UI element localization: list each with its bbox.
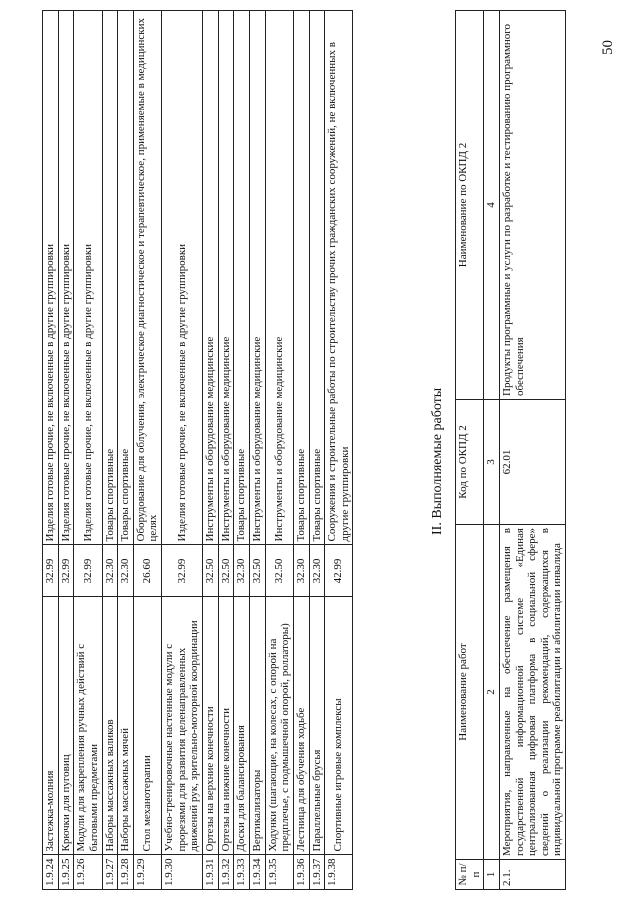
okpd-name: Изделия готовые прочие, не включенные в другие группировки	[162, 11, 203, 546]
table-row	[249, 11, 265, 890]
row-number: 1.9.37	[309, 855, 325, 890]
row-number: 1.9.24	[43, 855, 59, 890]
header-num-cell: 3	[484, 400, 500, 525]
okpd-name: Товары спортивные	[293, 11, 309, 546]
item-name: Ортезы на нижние конечности	[218, 597, 234, 855]
header-cell: Код по ОКПД 2	[456, 400, 484, 525]
table-row	[265, 11, 293, 890]
okpd-name: Инструменты и оборудование медицинские	[265, 11, 293, 546]
item-name: Крючки для пуговиц	[58, 597, 74, 855]
header-num-cell: 4	[484, 11, 500, 400]
okpd-code: 32.50	[203, 545, 219, 597]
row-number: 2.1.	[499, 860, 565, 890]
section-title: II. Выполняемые работы	[430, 387, 445, 535]
header-num-cell: 1	[484, 860, 500, 890]
row-number: 1.9.27	[102, 855, 118, 890]
row-number: 1.9.33	[234, 855, 250, 890]
table-row	[203, 11, 219, 890]
table-row	[293, 11, 309, 890]
item-name: Стол механотерапии	[133, 597, 161, 855]
item-name: Наборы массажных валиков	[102, 597, 118, 855]
okpd-name: Товары спортивные	[234, 11, 250, 546]
row-number: 1.9.32	[218, 855, 234, 890]
okpd-name: Товары спортивные	[102, 11, 118, 546]
item-name: Ортезы на верхние конечности	[203, 597, 219, 855]
table-row	[234, 11, 250, 890]
table-row	[325, 11, 353, 890]
table-header-num-row	[484, 11, 500, 890]
row-number: 1.9.31	[203, 855, 219, 890]
header-num-cell: 2	[484, 525, 500, 860]
okpd-code: 32.99	[74, 545, 102, 597]
okpd-name: Инструменты и оборудование медицинские	[203, 11, 219, 546]
okpd-code: 62.01	[499, 400, 565, 525]
okpd-name: Изделия готовые прочие, не включенные в другие группировки	[74, 11, 102, 546]
table-row	[499, 11, 565, 890]
table-row	[118, 11, 134, 890]
okpd-name: Инструменты и оборудование медицинские	[218, 11, 234, 546]
okpd-code: 32.50	[249, 545, 265, 597]
works-table	[455, 10, 566, 890]
okpd-code: 32.30	[102, 545, 118, 597]
row-number: 1.9.29	[133, 855, 161, 890]
okpd-code: 32.50	[265, 545, 293, 597]
okpd-code: 32.30	[309, 545, 325, 597]
item-name: Параллельные брусья	[309, 597, 325, 855]
row-number: 1.9.26	[74, 855, 102, 890]
page-number: 50	[600, 40, 616, 55]
table-row	[162, 11, 203, 890]
row-number: 1.9.36	[293, 855, 309, 890]
table-row	[102, 11, 118, 890]
item-name: Модули для закрепления ручных действий с бытовыми предметами	[74, 597, 102, 855]
okpd-code: 32.99	[43, 545, 59, 597]
item-name: Ходунки (шагающие, на колесах, с опорой на предплечье, с подмышечной опорой, роллаторы)	[265, 597, 293, 855]
equipment-table	[42, 10, 353, 890]
item-name: Лестница для обучения ходьбе	[293, 597, 309, 855]
item-name: Спортивные игровые комплексы	[325, 597, 353, 855]
okpd-code: 32.99	[162, 545, 203, 597]
header-cell: № п/п	[456, 860, 484, 890]
row-number: 1.9.35	[265, 855, 293, 890]
okpd-name: Изделия готовые прочие, не включенные в другие группировки	[43, 11, 59, 546]
table-row	[218, 11, 234, 890]
row-number: 1.9.25	[58, 855, 74, 890]
row-number: 1.9.30	[162, 855, 203, 890]
header-cell: Наименование по ОКПД 2	[456, 11, 484, 400]
okpd-code: 32.30	[118, 545, 134, 597]
work-name: Мероприятия, направленные на обеспечение размещения в государственной информационной системе «Единая централизованная цифровая платформа в социальной сфере» сведений о реализации рекомендаций, содержащихся в индивидуальной программе реабилитации и абилитации инвалида	[499, 525, 565, 860]
table-row	[309, 11, 325, 890]
row-number: 1.9.28	[118, 855, 134, 890]
table-row	[43, 11, 59, 890]
okpd-code: 42.99	[325, 545, 353, 597]
okpd-name: Продукты программные и услуги по разработке и тестированию программного обеспечения	[499, 11, 565, 400]
item-name: Вертикализаторы	[249, 597, 265, 855]
row-number: 1.9.38	[325, 855, 353, 890]
header-cell: Наименование работ	[456, 525, 484, 860]
okpd-name: Сооружения и строительные работы по строительству прочих гражданских сооружений, не включенных в другие группировки	[325, 11, 353, 546]
okpd-code: 26.60	[133, 545, 161, 597]
item-name: Доски для балансирования	[234, 597, 250, 855]
okpd-name: Оборудование для облучения, электрическое диагностическое и терапевтическое, применяемые в медицинских целях	[133, 11, 161, 546]
item-name: Застежка-молния	[43, 597, 59, 855]
item-name: Наборы массажных мячей	[118, 597, 134, 855]
okpd-name: Изделия готовые прочие, не включенные в другие группировки	[58, 11, 74, 546]
okpd-code: 32.50	[218, 545, 234, 597]
table-row	[74, 11, 102, 890]
table-row	[58, 11, 74, 890]
okpd-code: 32.30	[234, 545, 250, 597]
okpd-name: Товары спортивные	[309, 11, 325, 546]
okpd-name: Товары спортивные	[118, 11, 134, 546]
okpd-code: 32.30	[293, 545, 309, 597]
row-number: 1.9.34	[249, 855, 265, 890]
okpd-code: 32.99	[58, 545, 74, 597]
table-row	[133, 11, 161, 890]
item-name: Учебно-тренировочные настенные модули с прорезями для развития целенаправленных движений рук, зрительно-моторной координации	[162, 597, 203, 855]
okpd-name: Инструменты и оборудование медицинские	[249, 11, 265, 546]
table-header-row	[456, 11, 484, 890]
